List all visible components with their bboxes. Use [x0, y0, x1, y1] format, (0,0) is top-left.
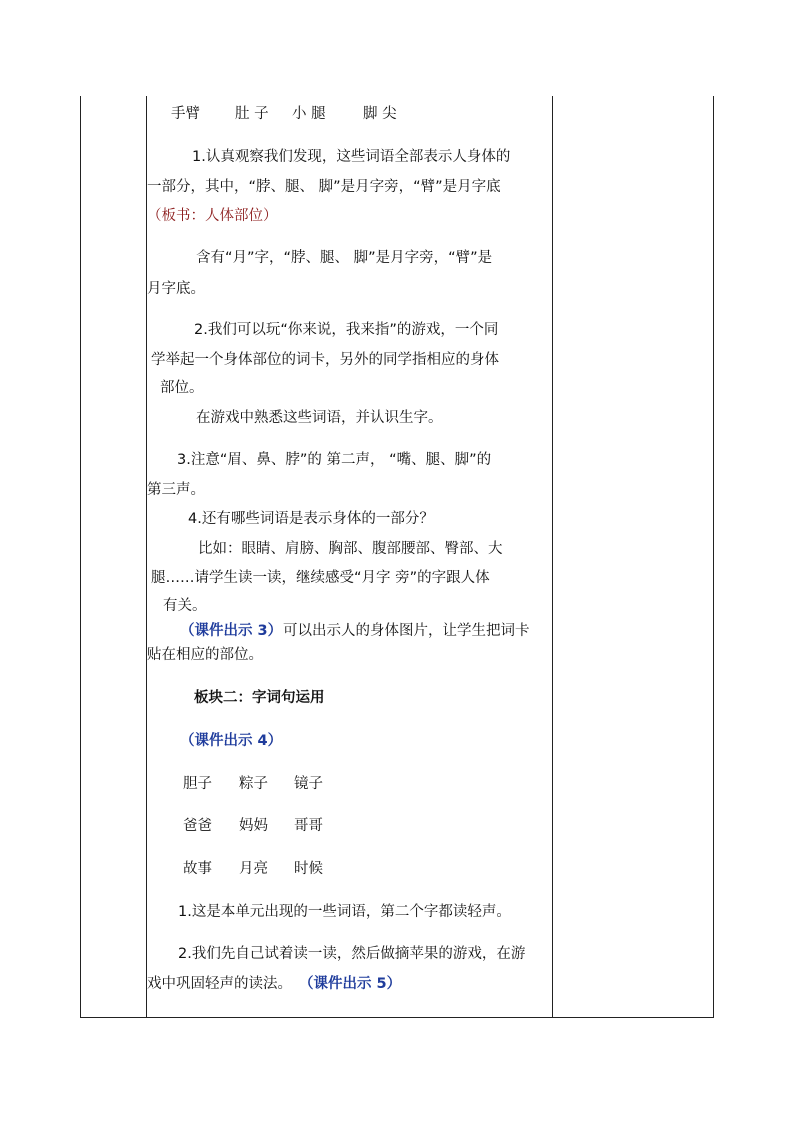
- table-border-col2: [552, 96, 553, 1018]
- word-row2-item3: 哥哥: [294, 818, 323, 834]
- para5-line4: 有关。: [163, 598, 207, 614]
- para1-line1: 1.认真观察我们发现，这些词语全部表示人身体的: [192, 149, 511, 165]
- word-toe: 脚 尖: [363, 106, 397, 122]
- table-border-right: [713, 96, 714, 1018]
- word-arm: 手臂: [171, 106, 200, 122]
- para3-line4: 在游戏中熟悉这些词语，并认识生字。: [196, 410, 443, 426]
- board-note: （板书：人体部位）: [147, 208, 278, 224]
- para5-line1: 4.还有哪些词语是表示身体的一部分？: [188, 511, 434, 527]
- para3-line3: 部位。: [160, 380, 204, 396]
- word-row2-item2: 妈妈: [239, 818, 268, 834]
- word-row1-item3: 镜子: [294, 776, 323, 792]
- table-border-bottom: [80, 1017, 714, 1018]
- courseware-5: （课件出示 5）: [299, 976, 402, 992]
- para3-line1: 2.我们可以玩“你来说，我来指”的游戏，一个同: [194, 322, 499, 338]
- word-row2-item1: 爸爸: [183, 818, 212, 834]
- para4-line2: 第三声。: [147, 482, 205, 498]
- para2-line2: 月字底。: [147, 281, 205, 297]
- courseware-3: （课件出示 3）: [180, 623, 283, 639]
- word-row3-item3: 时候: [294, 861, 323, 877]
- word-row1-item1: 胆子: [183, 776, 212, 792]
- para8-line2: 戏中巩固轻声的读法。: [147, 976, 292, 992]
- para5-line2: 比如：眼睛、肩膀、胸部、腹部腰部、臀部、大: [198, 541, 503, 557]
- section-title: 板块二：字词句运用: [194, 690, 325, 706]
- para4-line1: 3.注意“眉、鼻、脖”的 第二声， “嘴、腿、脚”的: [177, 452, 492, 468]
- para2-line1: 含有“月”字，“脖、腿、 脚”是月字旁，“臂”是: [196, 250, 493, 266]
- word-row1-item2: 粽子: [239, 776, 268, 792]
- word-row3-item1: 故事: [183, 861, 212, 877]
- para6-line1: 可以出示人的身体图片，让学生把词卡: [283, 623, 530, 639]
- courseware-4: （课件出示 4）: [180, 733, 283, 749]
- para3-line2: 学举起一个身体部位的词卡，另外的同学指相应的身体: [151, 352, 499, 368]
- word-belly: 肚 子: [235, 106, 269, 122]
- para5-line3: 腿……请学生读一读，继续感受“月字 旁”的字跟人体: [151, 570, 490, 586]
- para8-line1: 2.我们先自己试着读一读，然后做摘苹果的游戏，在游: [178, 946, 526, 962]
- para7: 1.这是本单元出现的一些词语，第二个字都读轻声。: [178, 904, 511, 920]
- word-calf: 小 腿: [292, 106, 326, 122]
- para1-line2: 一部分，其中，“脖、腿、 脚”是月字旁，“臂”是月字底: [147, 179, 501, 195]
- table-border-left: [80, 96, 81, 1018]
- word-row3-item2: 月亮: [239, 861, 268, 877]
- table-border-col1: [146, 96, 147, 1018]
- para6-line2: 贴在相应的部位。: [147, 647, 263, 663]
